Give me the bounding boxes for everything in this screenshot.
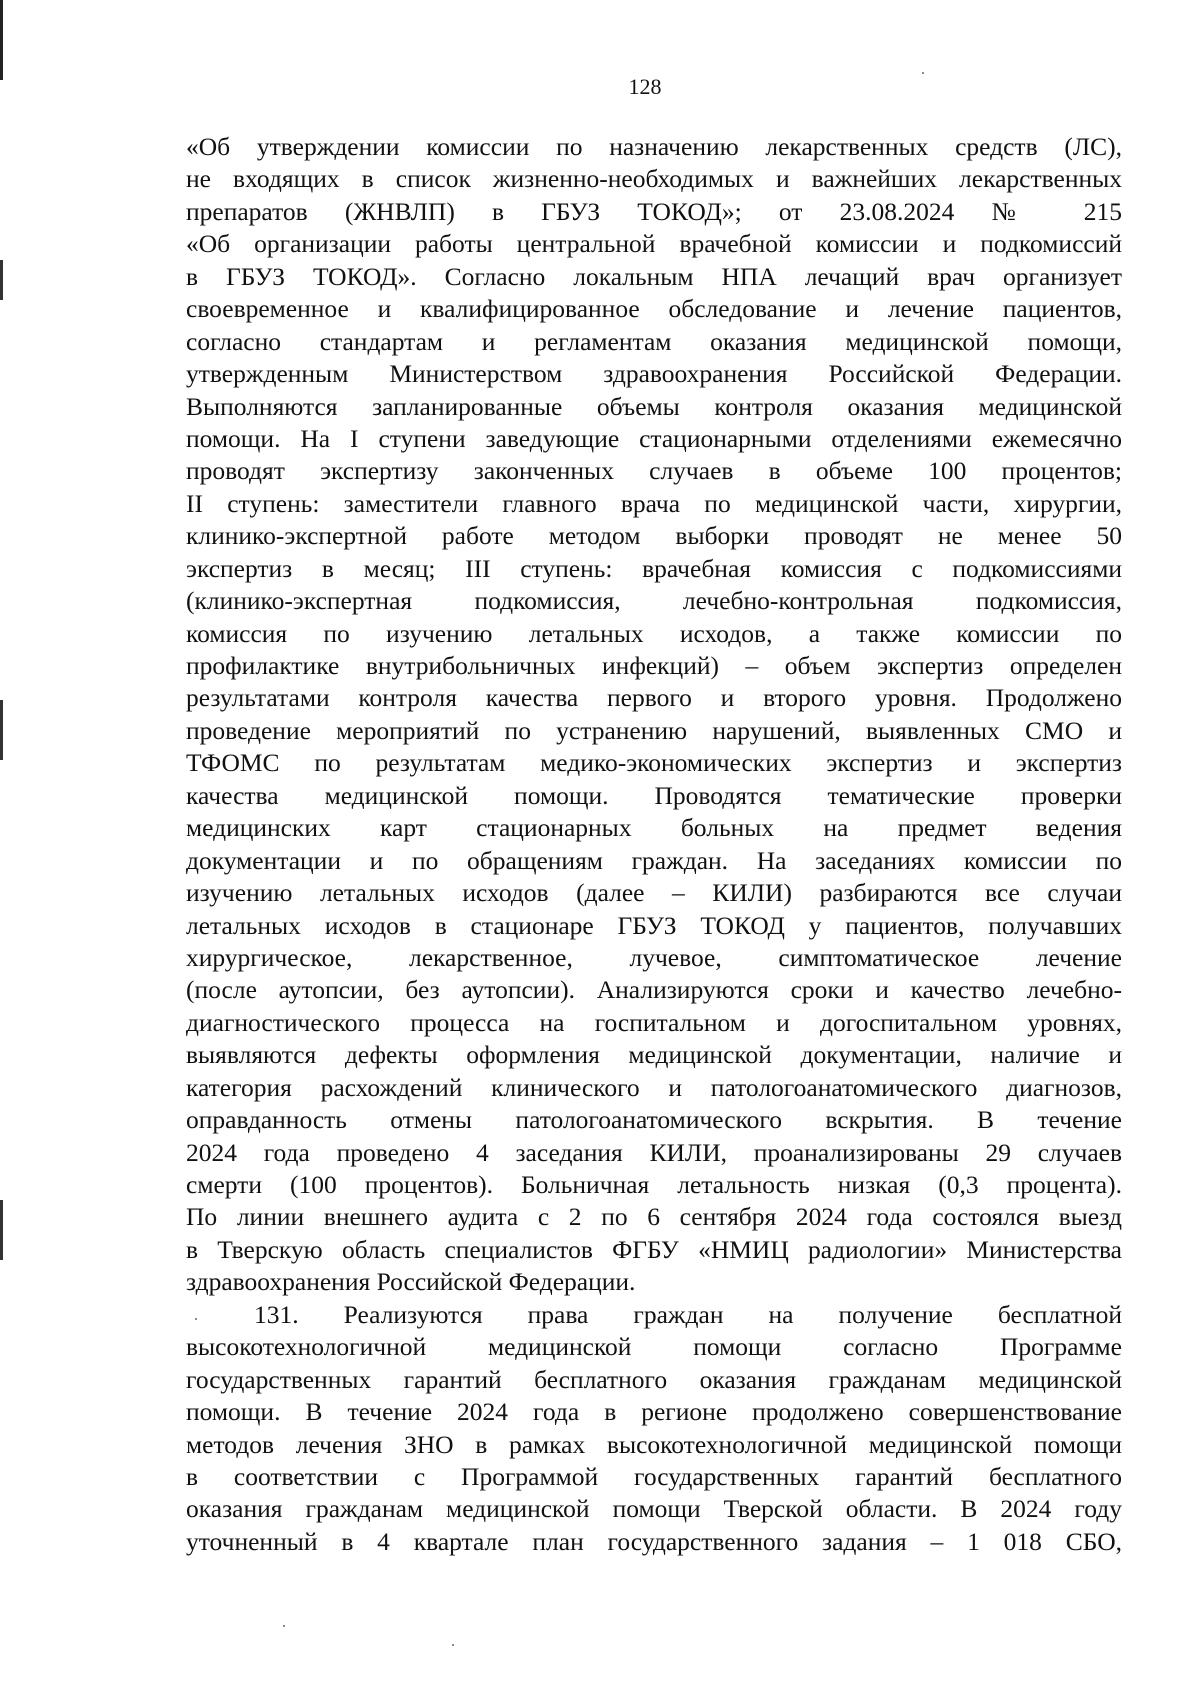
text-line: помощи. На I ступени заведующие стационарными отделениями ежемесячно (186, 423, 1122, 453)
text-line: высокотехнологичной медицинской помощи согласно Программе (186, 1332, 1122, 1362)
text-line: в соответствии с Программой государственных гарантий бесплатного (186, 1461, 1122, 1491)
text-line: ТФОМС по результатам медико-экономических экспертиз и экспертиз (186, 748, 1122, 778)
text-line: комиссия по изучению летальных исходов, а также комиссии по (186, 618, 1122, 648)
text-line: государственных гарантий бесплатного оказания гражданам медицинской (186, 1364, 1122, 1394)
text-line: утвержденным Министерством здравоохранения Российской Федерации. (186, 359, 1122, 389)
text-line: качества медицинской помощи. Проводятся тематические проверки (186, 780, 1122, 810)
text-line: «Об организации работы центральной врачебной комиссии и подкомиссий (186, 229, 1122, 259)
text-line: диагностического процесса на госпитальном и догоспитальном уровнях, (186, 1007, 1122, 1037)
text-line: (после аутопсии, без аутопсии). Анализируются сроки и качество лечебно- (186, 975, 1122, 1005)
text-line: методов лечения ЗНО в рамках высокотехнологичной медицинской помощи (186, 1429, 1122, 1459)
scan-speck (452, 1644, 454, 1646)
text-line: профилактике внутрибольничных инфекций) – объем экспертиз определен (186, 651, 1122, 680)
text-line: Выполняются запланированные объемы контроля оказания медицинской (186, 391, 1122, 421)
text-line: своевременное и квалифицированное обследование и лечение пациентов, (186, 294, 1122, 324)
scan-speck (195, 1318, 197, 1320)
paragraph-start-line: 131. Реализуются права граждан на получение бесплатной (254, 1299, 1122, 1329)
text-line: результатами контроля качества первого и второго уровня. Продолжено (186, 683, 1122, 713)
text-line: летальных исходов в стационаре ГБУЗ ТОКОД у пациентов, получавших (186, 910, 1122, 940)
text-line: оправданность отмены патологоанатомического вскрытия. В течение (186, 1105, 1122, 1135)
text-line: в ГБУЗ ТОКОД». Согласно локальным НПА лечащий врач организует (186, 261, 1122, 291)
text-line: проведение мероприятий по устранению нарушений, выявленных СМО и (186, 715, 1122, 745)
text-line: По линии внешнего аудита с 2 по 6 сентября 2024 года состоялся выезд (186, 1202, 1122, 1232)
text-line: согласно стандартам и регламентам оказания медицинской помощи, (186, 326, 1122, 356)
text-line: (клинико-экспертная подкомиссия, лечебно-контрольная подкомиссия, (186, 586, 1122, 616)
scan-edge-artifact (0, 0, 3, 1695)
text-line: уточненный в 4 квартале план государственного задания – 1 018 СБО, (186, 1526, 1122, 1556)
text-line: II ступень: заместители главного врача по медицинской части, хирургии, (186, 488, 1122, 518)
text-line: 2024 года проведено 4 заседания КИЛИ, проанализированы 29 случаев (186, 1137, 1122, 1167)
text-line: клинико-экспертной работе методом выборки проводят не менее 50 (186, 521, 1122, 551)
scan-speck (283, 1625, 285, 1627)
text-line: проводят экспертизу законченных случаев в объеме 100 процентов; (186, 456, 1122, 486)
text-line: оказания гражданам медицинской помощи Тверской области. В 2024 году (186, 1494, 1122, 1524)
text-line: в Тверскую область специалистов ФГБУ «НМИЦ радиологии» Министерства (186, 1234, 1122, 1264)
paragraph-end-line: здравоохранения Российской Федерации. (186, 1267, 636, 1297)
text-line: экспертиз в месяц; III ступень: врачебная комиссия с подкомиссиями (186, 553, 1122, 583)
text-line: медицинских карт стационарных больных на предмет ведения (186, 813, 1122, 843)
page-number: 128 (628, 74, 662, 99)
text-line: документации и по обращениям граждан. На заседаниях комиссии по (186, 845, 1122, 875)
text-line: выявляются дефекты оформления медицинской документации, наличие и (186, 1040, 1122, 1070)
document-body (186, 131, 1122, 1558)
text-line: помощи. В течение 2024 года в регионе продолжено совершенствование (186, 1397, 1122, 1427)
scan-speck (922, 72, 924, 74)
text-line: «Об утверждении комиссии по назначению лекарственных средств (ЛС), (186, 132, 1122, 161)
text-line: не входящих в список жизненно-необходимых и важнейших лекарственных (186, 164, 1122, 194)
text-line: хирургическое, лекарственное, лучевое, симптоматическое лечение (186, 942, 1122, 972)
text-line: смерти (100 процентов). Больничная летальность низкая (0,3 процента). (186, 1170, 1122, 1199)
text-line: препаратов (ЖНВЛП) в ГБУЗ ТОКОД»; от 23.08.2024 № 215 (186, 196, 1122, 226)
text-line: изучению летальных исходов (далее – КИЛИ) разбираются все случаи (186, 878, 1122, 908)
text-line: категория расхождений клинического и патологоанатомического диагнозов, (186, 1072, 1122, 1102)
